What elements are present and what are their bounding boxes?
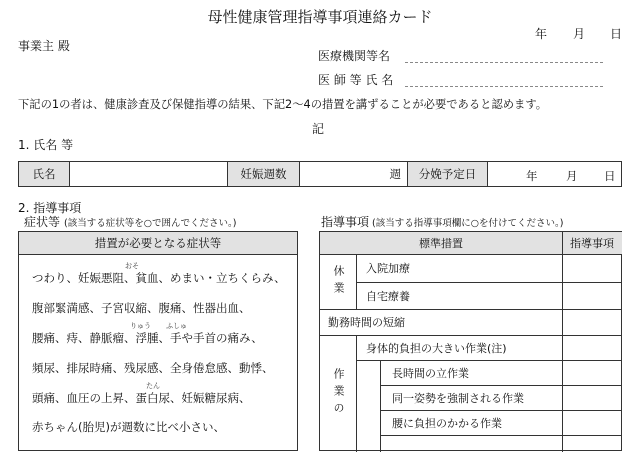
symptom-line[interactable]: 赤ちゃん(胎児)が週数に比べ小さい、: [32, 420, 225, 434]
back-strain-check[interactable]: [562, 410, 622, 435]
statement-text: 下記の1の者は、健康診査及び保健指導の結果、下記2〜4の措置を講ずることが必要であると認めます。: [18, 98, 548, 111]
due-date-field[interactable]: [487, 162, 621, 186]
symptom-line[interactable]: 頭痛、血圧の上昇、蛋白尿、妊娠糖尿病、: [32, 391, 251, 405]
symptom-line[interactable]: 腰痛、痔、静脈瘤、浮腫、手や手首の痛み、: [32, 331, 263, 345]
date-month-label: 月: [573, 27, 586, 41]
work-hours-check[interactable]: [562, 309, 622, 335]
fixed-posture-item: 同一姿勢を強制される作業: [392, 391, 524, 405]
ruby-fushu: ふしゅ: [166, 322, 187, 330]
date-day-label: 日: [610, 27, 623, 41]
home-rest-item: 自宅療養: [366, 289, 410, 303]
section2-heading: 2. 指導事項: [18, 201, 82, 215]
work-hours-item: 勤務時間の短縮: [328, 316, 405, 329]
heavy-work-check[interactable]: [562, 335, 622, 360]
patient-info-table: [18, 161, 622, 187]
symptoms-note: (該当する症状等を○で囲んでください。): [64, 218, 237, 229]
ruby-tan: たん: [146, 382, 160, 390]
name-field[interactable]: [69, 162, 227, 186]
doctor-name-label: 医 師 等 氏 名: [318, 73, 394, 87]
symptom-table-header: 措置が必要となる症状等: [19, 232, 297, 255]
fixed-posture-check[interactable]: [562, 385, 622, 410]
symptom-line[interactable]: つわり、妊娠悪阻、貧血、めまい・立ちくらみ、: [32, 271, 286, 285]
heavy-work-item: 身体的負担の大きい作業(注): [366, 341, 507, 355]
guidance-label: 指導事項: [321, 215, 370, 229]
weeks-label: 妊娠週数: [227, 162, 299, 186]
doctor-name-line: [405, 86, 603, 87]
ruby-oso: おそ: [125, 262, 139, 270]
due-month-unit: 月: [566, 169, 578, 183]
name-label: 氏名: [19, 162, 69, 186]
due-day-unit: 日: [604, 169, 616, 183]
rest-group-label: [320, 254, 356, 309]
symptoms-label: 症状等: [24, 215, 61, 229]
symptom-table: [18, 231, 298, 451]
home-rest-check[interactable]: [562, 282, 622, 309]
due-date-label: 分娩予定日: [407, 162, 487, 186]
medical-institution-line: [405, 62, 603, 63]
standing-work-item: 長時間の立作業: [392, 366, 469, 380]
weeks-field[interactable]: [299, 162, 407, 186]
weeks-unit: 週: [389, 167, 401, 181]
medical-institution-label: 医療機関等名: [318, 49, 391, 63]
guidance-item-header: 指導事項: [562, 232, 622, 254]
guidance-note: (該当する指導事項欄に○を付けてください。): [372, 218, 564, 229]
hospitalization-check[interactable]: [562, 254, 622, 282]
ruby-ryuu: りゅう: [130, 322, 151, 330]
guidance-table: [319, 231, 622, 451]
section1-heading: 1. 氏名 等: [18, 138, 74, 152]
standard-measure-header: 標準措置: [320, 232, 562, 254]
card-title: 母性健康管理指導事項連絡カード: [207, 8, 433, 26]
work-group-label: [320, 335, 356, 452]
due-year-unit: 年: [526, 169, 538, 183]
addressee: 事業主 殿: [18, 39, 70, 53]
ki-label: 記: [312, 122, 325, 136]
symptom-line[interactable]: 腹部緊満感、子宮収縮、腹痛、性器出血、: [32, 301, 251, 315]
rest-group-text: 休業: [332, 264, 345, 299]
standing-work-check[interactable]: [562, 360, 622, 385]
symptom-line[interactable]: 頻尿、排尿時痛、残尿感、全身倦怠感、動悸、: [32, 361, 274, 375]
work-group-text: 作業の: [332, 368, 345, 419]
date-year-label: 年: [535, 27, 548, 41]
hospitalization-item: 入院加療: [366, 262, 410, 275]
back-strain-item: 腰に負担のかかる作業: [392, 416, 502, 430]
